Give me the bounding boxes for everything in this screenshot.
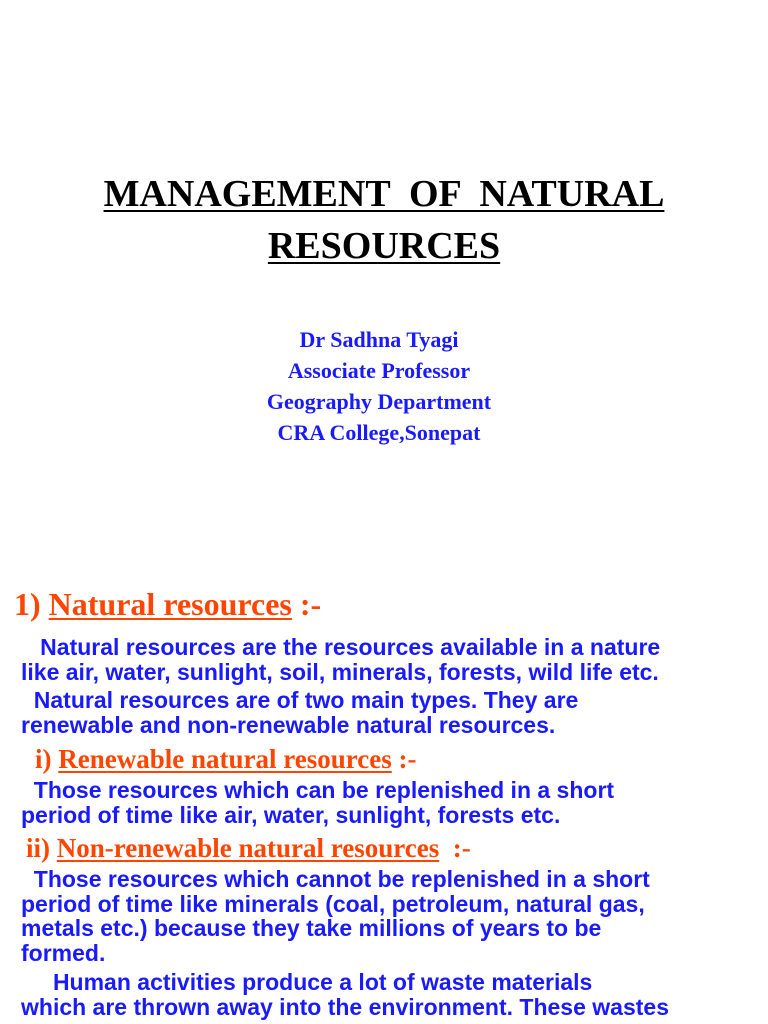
renewable-heading-suffix: :- (391, 744, 417, 774)
non-renewable-number: ii) (26, 833, 57, 863)
section-heading (14, 586, 321, 622)
title-line-1: MANAGEMENT OF NATURAL (103, 173, 665, 215)
author-position: Associate Professor (287, 358, 471, 383)
paragraph-line: Those resources which cannot be replenished in a short (21, 866, 650, 892)
author-name: Dr Sadhna Tyagi (299, 327, 459, 352)
paragraph-line: Human activities produce a lot of waste materials (21, 969, 593, 995)
paragraph-line: which are thrown away into the environment. These wastes (21, 993, 669, 1020)
paragraph-line: Natural resources are the resources available in a nature (21, 634, 661, 660)
paragraph-line: formed. (21, 939, 106, 966)
section-heading-suffix: :- (291, 586, 322, 622)
paragraph-line: metals etc.) because they take millions of years to be (21, 915, 602, 941)
renewable-heading (35, 744, 416, 774)
paragraph-line: Those resources which can be replenished in a short (21, 777, 615, 803)
slide-title (0, 168, 768, 272)
non-renewable-description (21, 867, 650, 965)
section-heading-text: Natural resources (48, 586, 292, 622)
paragraph-waste (21, 970, 669, 1019)
author-college: CRA College,Sonepat (277, 420, 481, 445)
renewable-number: i) (35, 744, 59, 774)
non-renewable-heading-suffix: :- (439, 833, 471, 863)
paragraph-line: Natural resources are of two main types. They are (21, 687, 579, 713)
paragraph-definition (21, 635, 660, 684)
paragraph-line: like air, water, sunlight, soil, minerals, forests, wild life etc. (21, 658, 659, 685)
paragraph-line: period of time like air, water, sunlight, forests etc. (21, 801, 561, 828)
renewable-heading-text: Renewable natural resources (58, 744, 392, 774)
non-renewable-heading-text: Non-renewable natural resources (56, 833, 440, 863)
renewable-description (21, 778, 614, 827)
paragraph-types (21, 688, 578, 737)
section-number: 1) (14, 586, 49, 622)
paragraph-line: renewable and non-renewable natural resources. (21, 711, 556, 738)
non-renewable-heading (26, 833, 471, 863)
author-block (0, 324, 758, 448)
title-line-2: RESOURCES (267, 225, 501, 267)
author-department: Geography Department (266, 389, 492, 414)
paragraph-line: period of time like minerals (coal, petroleum, natural gas, (21, 890, 645, 917)
